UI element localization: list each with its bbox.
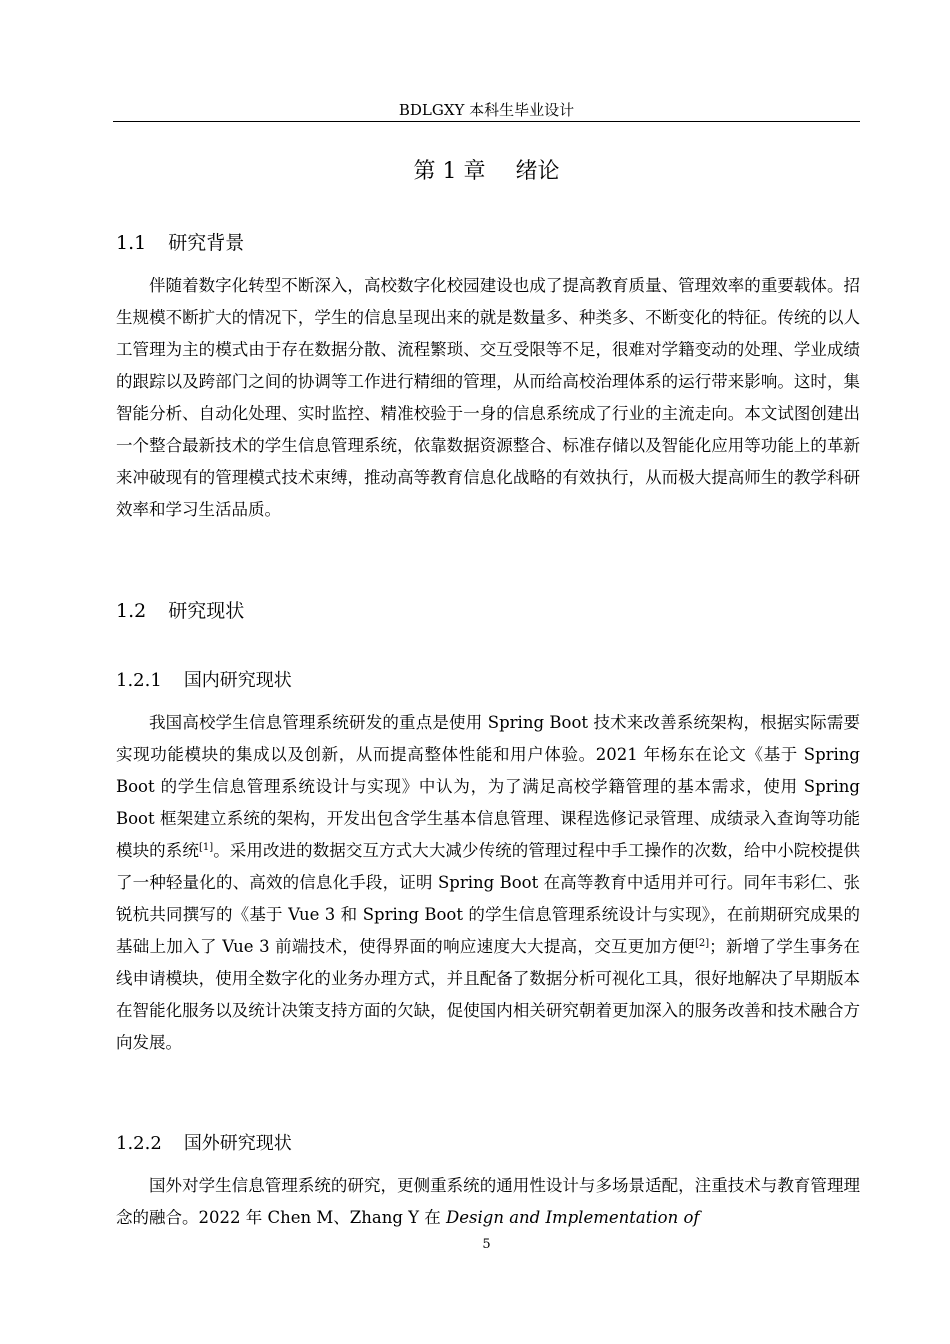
subsection-title: 国外研究现状 (183, 1133, 292, 1154)
subsection-heading-1-2-2 (116, 1130, 292, 1158)
paragraph-text: 国外对学生信息管理系统的研究，更侧重系统的通用性设计与多场景适配，注重技术与教育管理理念的融合。2022 年 Chen M、Zhang Y 在 (116, 1176, 860, 1227)
section-heading-1-2 (116, 597, 244, 625)
header-rule (113, 121, 860, 122)
citation-ref: [2] (694, 938, 710, 949)
subsection-title: 国内研究现状 (183, 670, 292, 691)
page-number: 5 (482, 1237, 491, 1252)
chapter-name: 绪论 (515, 159, 560, 184)
paragraph-domestic-research (116, 707, 860, 1059)
paragraph-text: 我国高校学生信息管理系统研发的重点是使用 Spring Boot 技术来改善系统架构，根据实际需要实现功能模块的集成以及创新，从而提高整体性能和用户体验。2021 年杨东在论文《基于 Spring Boot 的学生信息管理系统设计与实现》中认为，为了满足高校学籍管理的基本需求，使用 Spring Boot 框架建立系统的架构，开发出包含学生基本信息管理、课程选修记录管理、成绩录入查询等功能模块的系统 (116, 713, 860, 860)
section-title: 研究背景 (168, 232, 245, 254)
section-title: 研究现状 (168, 600, 245, 622)
citation-ref: [1] (198, 842, 214, 853)
italic-title: Design and Implementation of (446, 1208, 700, 1227)
subsection-heading-1-2-1 (116, 667, 292, 695)
section-heading-1-1 (116, 229, 244, 257)
chapter-title (113, 156, 860, 188)
paragraph-text: ；新增了学生事务在线申请模块，使用全数字化的业务办理方式，并且配备了数据分析可视化工具，很好地解决了早期版本在智能化服务以及统计决策支持方面的欠缺，促使国内相关研究朝着更加深入的服务改善和技术融合方向发展。 (116, 937, 861, 1052)
subsection-number: 1.2.1 (116, 670, 162, 691)
subsection-number: 1.2.2 (116, 1133, 162, 1154)
chapter-number: 第 1 章 (413, 159, 486, 184)
paragraph-research-background: 伴随着数字化转型不断深入，高校数字化校园建设也成了提高教育质量、管理效率的重要载体。招生规模不断扩大的情况下，学生的信息呈现出来的就是数量多、种类多、不断变化的特征。传统的以人工管理为主的模式由于存在数据分散、流程繁琐、交互受限等不足，很难对学籍变动的处理、学业成绩的跟踪以及跨部门之间的协调等工作进行精细的管理，从而给高校治理体系的运行带来影响。这时，集智能分析、自动化处理、实时监控、精准校验于一身的信息系统成了行业的主流走向。本文试图创建出一个整合最新技术的学生信息管理系统，依靠数据资源整合、标准存储以及智能化应用等功能上的革新来冲破现有的管理模式技术束缚，推动高等教育信息化战略的有效执行，从而极大提高师生的教学科研效率和学习生活品质。 (116, 276, 860, 519)
section-number: 1.2 (116, 600, 147, 622)
paragraph-text: 。采用改进的数据交互方式大大减少传统的管理过程中手工操作的次数，给中小院校提供了一种轻量化的、高效的信息化手段，证明 Spring Boot 在高等教育中适用并可行。同年韦彩仁、张锐杭共同撰写的《基于 Vue 3 和 Spring Boot 的学生信息管理系统设计与实现》，在前期研究成果的基础上加入了 Vue 3 前端技术，使得界面的响应速度大大提高，交互更加方便 (116, 841, 861, 956)
running-header: BDLGXY 本科生毕业设计 (398, 101, 575, 119)
section-number: 1.1 (116, 232, 147, 254)
paragraph-foreign-research (116, 1170, 860, 1234)
